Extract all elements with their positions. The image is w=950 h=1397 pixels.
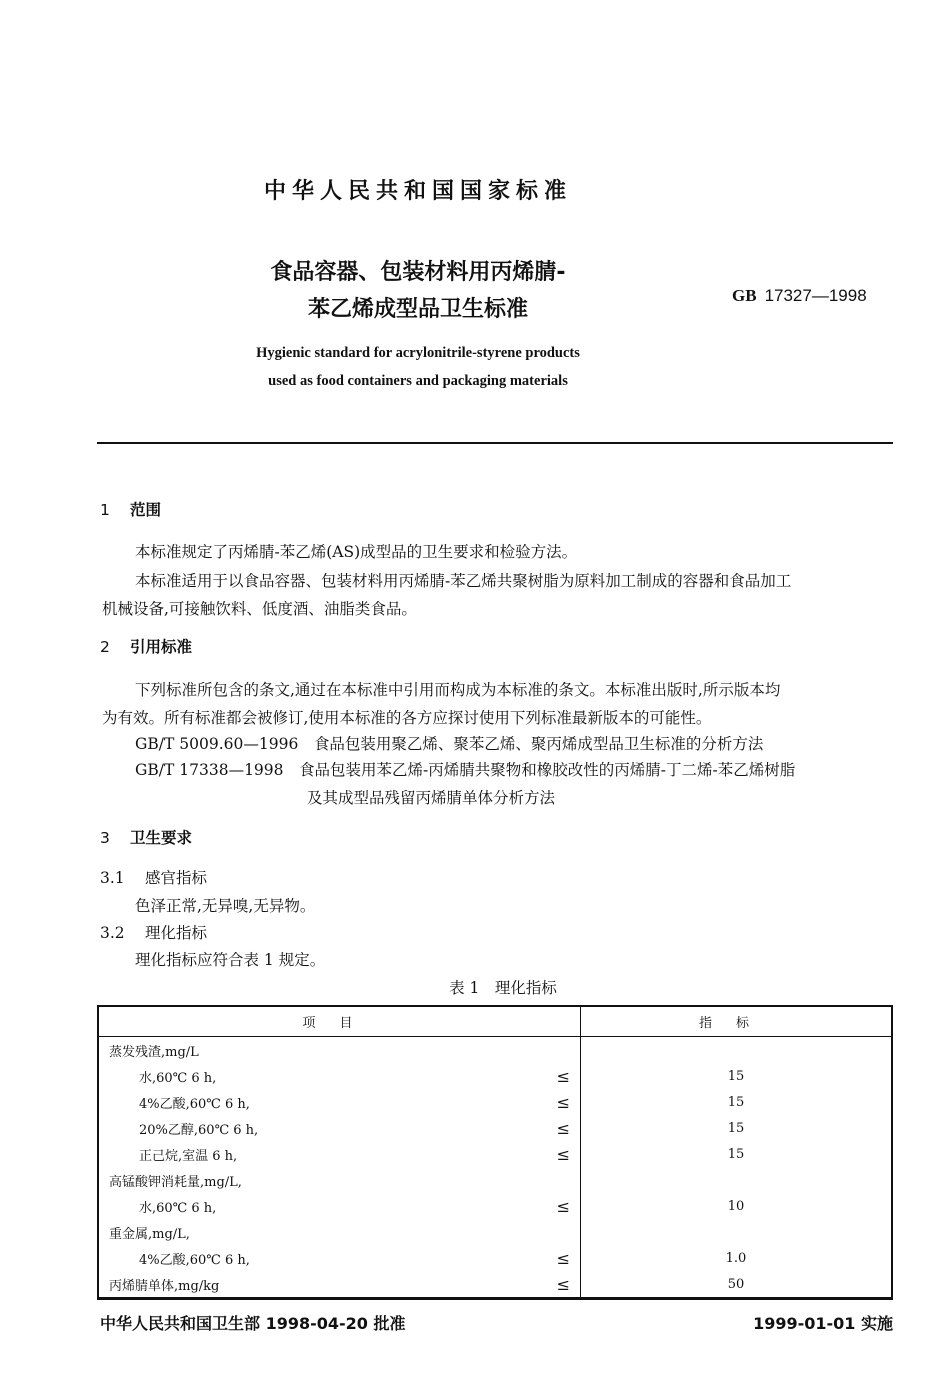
item-cell xyxy=(98,1193,581,1219)
value-cell: 50 xyxy=(581,1271,893,1298)
item-cell xyxy=(98,1141,581,1167)
table-row xyxy=(98,1063,892,1089)
section-3-heading xyxy=(100,826,192,848)
reference-item xyxy=(135,732,763,754)
value-cell xyxy=(581,1219,893,1245)
subsection-title: 感官指标 xyxy=(145,869,208,887)
subsection-3-2 xyxy=(100,921,207,943)
column-header-item: 项目 xyxy=(98,1006,581,1037)
table-row xyxy=(98,1245,892,1271)
paragraph: 为有效。所有标准都会被修订,使用本标准的各方应探讨使用下列标准最新版本的可能性。 xyxy=(102,709,712,727)
paragraph: 本标准规定了丙烯腈-苯乙烯(AS)成型品的卫生要求和检验方法。 xyxy=(135,543,578,561)
item-label: 高锰酸钾消耗量,mg/L, xyxy=(109,1174,242,1190)
reference-code: GB/T 17338—1998 xyxy=(135,761,284,779)
section-number: 3 xyxy=(100,829,110,847)
section-2-heading xyxy=(100,635,192,657)
subsection-3-1 xyxy=(100,866,207,888)
reference-title: 食品包装用聚乙烯、聚苯乙烯、聚丙烯成型品卫生标准的分析方法 xyxy=(313,735,764,753)
item-label: 蒸发残渣,mg/L xyxy=(109,1044,199,1060)
table-row xyxy=(98,1167,892,1193)
value-cell: 1.0 xyxy=(581,1245,893,1271)
reference-item xyxy=(135,758,795,780)
title-line-2: 苯乙烯成型品卫生标准 xyxy=(307,297,528,322)
item-cell xyxy=(98,1245,581,1271)
paragraph: 下列标准所包含的条文,通过在本标准中引用而构成为本标准的条文。本标准出版时,所示版本均 xyxy=(135,681,781,699)
paragraph: 本标准适用于以食品容器、包装材料用丙烯腈-苯乙烯共聚树脂为原料加工制成的容器和食品加工 xyxy=(135,572,792,590)
value-cell: 15 xyxy=(581,1089,893,1115)
value-cell xyxy=(581,1167,893,1193)
header-rule xyxy=(97,442,893,444)
footer-rule xyxy=(97,1298,893,1300)
table-row xyxy=(98,1219,892,1245)
item-cell xyxy=(98,1271,581,1298)
section-number: 2 xyxy=(100,638,110,656)
english-title-1: Hygienic standard for acrylonitrile-styrene products xyxy=(256,345,580,361)
item-label: 水,60℃ 6 h, xyxy=(139,1200,217,1216)
item-label: 丙烯腈单体,mg/kg xyxy=(109,1278,220,1294)
less-equal-sign: ≤ xyxy=(556,1118,570,1138)
section-title: 卫生要求 xyxy=(130,829,193,847)
title-line-1: 食品容器、包装材料用丙烯腈- xyxy=(270,260,566,285)
item-cell xyxy=(98,1089,581,1115)
english-title-2: used as food containers and packaging materials xyxy=(268,373,568,389)
section-title: 引用标准 xyxy=(130,638,193,656)
subsection-number: 3.1 xyxy=(100,869,125,887)
less-equal-sign: ≤ xyxy=(556,1092,570,1112)
less-equal-sign: ≤ xyxy=(556,1274,570,1294)
table-row xyxy=(98,1271,892,1298)
table-row xyxy=(98,1037,892,1064)
approval-date: 中华人民共和国卫生部 1998-04-20 批准 xyxy=(100,1314,406,1333)
section-title: 范围 xyxy=(130,501,162,519)
table-row xyxy=(98,1089,892,1115)
gb-number: 17327—1998 xyxy=(764,286,867,305)
item-cell xyxy=(98,1219,581,1245)
item-label: 重金属,mg/L, xyxy=(109,1226,190,1242)
value-cell: 15 xyxy=(581,1115,893,1141)
less-equal-sign: ≤ xyxy=(556,1144,570,1164)
item-label: 4%乙酸,60℃ 6 h, xyxy=(139,1252,250,1268)
section-1-heading xyxy=(100,498,161,520)
value-cell xyxy=(581,1037,893,1064)
item-cell xyxy=(98,1167,581,1193)
less-equal-sign: ≤ xyxy=(556,1248,570,1268)
column-header-value: 指标 xyxy=(581,1006,893,1037)
effective-date: 1999-01-01 实施 xyxy=(753,1314,893,1333)
section-number: 1 xyxy=(100,501,110,519)
table-caption: 表 1 理化指标 xyxy=(449,979,557,997)
subsection-number: 3.2 xyxy=(100,924,125,942)
item-cell xyxy=(98,1115,581,1141)
item-label: 4%乙酸,60℃ 6 h, xyxy=(139,1096,250,1112)
item-label: 正己烷,室温 6 h, xyxy=(139,1148,238,1164)
reference-title: 食品包装用苯乙烯-丙烯腈共聚物和橡胶改性的丙烯腈-丁二烯-苯乙烯树脂 xyxy=(299,761,796,779)
table-header-row xyxy=(98,1006,892,1037)
national-standard-heading: 中华人民共和国国家标准 xyxy=(263,179,572,204)
paragraph: 理化指标应符合表 1 规定。 xyxy=(135,951,326,969)
table-row xyxy=(98,1115,892,1141)
less-equal-sign: ≤ xyxy=(556,1066,570,1086)
physicochemical-table xyxy=(97,1005,893,1299)
reference-title-cont: 及其成型品残留丙烯腈单体分析方法 xyxy=(307,789,556,807)
value-cell: 15 xyxy=(581,1141,893,1167)
value-cell: 10 xyxy=(581,1193,893,1219)
less-equal-sign: ≤ xyxy=(556,1196,570,1216)
item-label: 20%乙醇,60℃ 6 h, xyxy=(139,1122,259,1138)
standard-number xyxy=(732,286,867,306)
paragraph: 机械设备,可接触饮料、低度酒、油脂类食品。 xyxy=(102,600,417,618)
reference-code: GB/T 5009.60—1996 xyxy=(135,735,299,753)
subsection-title: 理化指标 xyxy=(145,924,208,942)
table-row xyxy=(98,1141,892,1167)
paragraph: 色泽正常,无异嗅,无异物。 xyxy=(135,897,316,915)
item-cell xyxy=(98,1063,581,1089)
table-row xyxy=(98,1193,892,1219)
item-cell xyxy=(98,1037,581,1064)
item-label: 水,60℃ 6 h, xyxy=(139,1070,217,1086)
gb-prefix: GB xyxy=(732,286,757,305)
value-cell: 15 xyxy=(581,1063,893,1089)
